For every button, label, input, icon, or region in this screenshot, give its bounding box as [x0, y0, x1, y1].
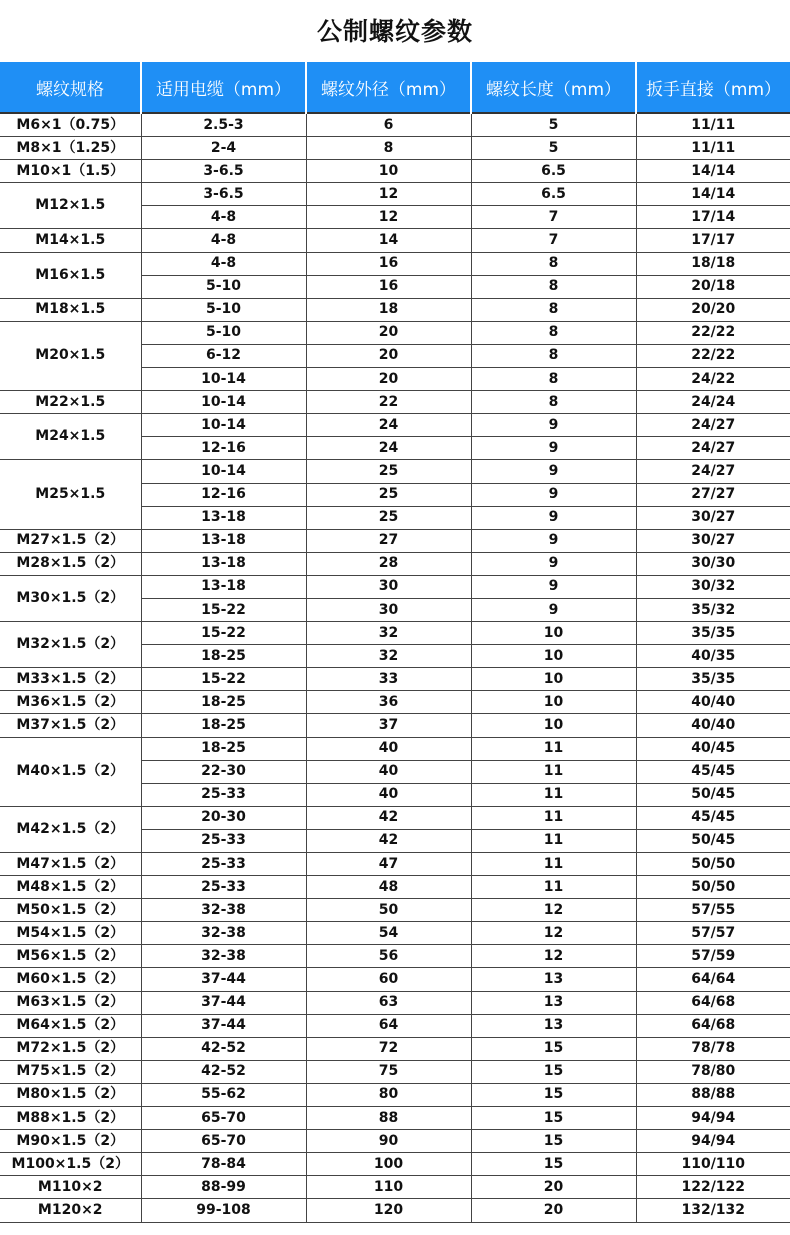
cable-range-cell: 32-38	[141, 945, 306, 968]
table-row	[0, 529, 790, 552]
thread-spec-cell: M16×1.5	[0, 252, 141, 298]
thread-length-cell: 10	[471, 668, 636, 691]
thread-diameter-cell: 12	[306, 183, 471, 206]
thread-length-cell: 11	[471, 829, 636, 852]
table-row	[0, 853, 790, 876]
wrench-size-cell: 110/110	[636, 1153, 790, 1176]
cable-range-cell: 12-16	[141, 483, 306, 506]
cable-range-cell: 32-38	[141, 922, 306, 945]
cable-range-cell: 25-33	[141, 876, 306, 899]
table-row	[0, 1014, 790, 1037]
cable-range-cell: 32-38	[141, 899, 306, 922]
thread-diameter-cell: 100	[306, 1153, 471, 1176]
thread-length-cell: 10	[471, 622, 636, 645]
thread-spec-cell: M37×1.5（2）	[0, 714, 141, 737]
wrench-size-cell: 24/27	[636, 414, 790, 437]
wrench-size-cell: 20/20	[636, 298, 790, 321]
thread-spec-cell: M36×1.5（2）	[0, 691, 141, 714]
thread-diameter-cell: 10	[306, 160, 471, 183]
cable-range-cell: 13-18	[141, 575, 306, 598]
thread-diameter-cell: 60	[306, 968, 471, 991]
thread-length-cell: 12	[471, 945, 636, 968]
thread-spec-cell: M12×1.5	[0, 183, 141, 229]
wrench-size-cell: 57/55	[636, 899, 790, 922]
thread-length-cell: 13	[471, 968, 636, 991]
wrench-size-cell: 94/94	[636, 1107, 790, 1130]
cable-range-cell: 22-30	[141, 760, 306, 783]
thread-spec-cell: M48×1.5（2）	[0, 876, 141, 899]
wrench-size-cell: 30/27	[636, 506, 790, 529]
table-row	[0, 945, 790, 968]
thread-diameter-cell: 24	[306, 437, 471, 460]
thread-length-cell: 8	[471, 252, 636, 275]
wrench-size-cell: 30/27	[636, 529, 790, 552]
thread-spec-cell: M100×1.5（2）	[0, 1153, 141, 1176]
thread-spec-cell: M28×1.5（2）	[0, 552, 141, 575]
wrench-size-cell: 24/24	[636, 391, 790, 414]
cable-range-cell: 4-8	[141, 206, 306, 229]
cable-range-cell: 37-44	[141, 968, 306, 991]
thread-diameter-cell: 32	[306, 645, 471, 668]
thread-diameter-cell: 16	[306, 252, 471, 275]
thread-diameter-cell: 30	[306, 575, 471, 598]
table-row	[0, 252, 790, 275]
thread-length-cell: 6.5	[471, 160, 636, 183]
thread-diameter-cell: 40	[306, 760, 471, 783]
thread-spec-cell: M24×1.5	[0, 414, 141, 460]
thread-spec-cell: M60×1.5（2）	[0, 968, 141, 991]
thread-length-cell: 11	[471, 806, 636, 829]
thread-length-cell: 5	[471, 137, 636, 160]
thread-spec-cell: M10×1（1.5）	[0, 160, 141, 183]
thread-length-cell: 20	[471, 1199, 636, 1222]
thread-length-cell: 9	[471, 598, 636, 621]
thread-diameter-cell: 88	[306, 1107, 471, 1130]
thread-diameter-cell: 30	[306, 598, 471, 621]
cable-range-cell: 99-108	[141, 1199, 306, 1222]
cable-range-cell: 65-70	[141, 1107, 306, 1130]
thread-length-cell: 10	[471, 691, 636, 714]
thread-diameter-cell: 90	[306, 1130, 471, 1153]
thread-spec-cell: M54×1.5（2）	[0, 922, 141, 945]
thread-diameter-cell: 14	[306, 229, 471, 252]
wrench-size-cell: 40/45	[636, 737, 790, 760]
thread-spec-cell: M22×1.5	[0, 391, 141, 414]
thread-length-cell: 9	[471, 575, 636, 598]
thread-spec-cell: M25×1.5	[0, 460, 141, 529]
cable-range-cell: 5-10	[141, 298, 306, 321]
thread-spec-cell: M50×1.5（2）	[0, 899, 141, 922]
thread-spec-cell: M40×1.5（2）	[0, 737, 141, 806]
wrench-size-cell: 50/45	[636, 829, 790, 852]
page-title: 公制螺纹参数	[316, 17, 473, 46]
table-row	[0, 1199, 790, 1222]
thread-diameter-cell: 110	[306, 1176, 471, 1199]
wrench-size-cell: 30/30	[636, 552, 790, 575]
cable-range-cell: 37-44	[141, 1014, 306, 1037]
table-row	[0, 691, 790, 714]
thread-diameter-cell: 42	[306, 829, 471, 852]
thread-spec-cell: M120×2	[0, 1199, 141, 1222]
thread-diameter-cell: 48	[306, 876, 471, 899]
thread-length-cell: 10	[471, 645, 636, 668]
thread-length-cell: 8	[471, 275, 636, 298]
wrench-size-cell: 20/18	[636, 275, 790, 298]
thread-spec-cell: M14×1.5	[0, 229, 141, 252]
header-thread-spec: 螺纹规格	[0, 62, 141, 113]
table-row	[0, 321, 790, 344]
cable-range-cell: 78-84	[141, 1153, 306, 1176]
header-cable-range: 适用电缆（mm）	[141, 62, 306, 113]
thread-diameter-cell: 8	[306, 137, 471, 160]
thread-diameter-cell: 50	[306, 899, 471, 922]
wrench-size-cell: 64/68	[636, 1014, 790, 1037]
thread-diameter-cell: 54	[306, 922, 471, 945]
table-row	[0, 1107, 790, 1130]
thread-length-cell: 9	[471, 483, 636, 506]
table-row	[0, 1060, 790, 1083]
cable-range-cell: 13-18	[141, 552, 306, 575]
thread-diameter-cell: 18	[306, 298, 471, 321]
thread-length-cell: 15	[471, 1060, 636, 1083]
thread-length-cell: 11	[471, 737, 636, 760]
thread-diameter-cell: 24	[306, 414, 471, 437]
thread-length-cell: 9	[471, 506, 636, 529]
thread-length-cell: 7	[471, 229, 636, 252]
cable-range-cell: 18-25	[141, 714, 306, 737]
thread-length-cell: 15	[471, 1037, 636, 1060]
cable-range-cell: 65-70	[141, 1130, 306, 1153]
thread-length-cell: 11	[471, 783, 636, 806]
thread-diameter-cell: 16	[306, 275, 471, 298]
cable-range-cell: 4-8	[141, 252, 306, 275]
thread-length-cell: 15	[471, 1107, 636, 1130]
table-row	[0, 183, 790, 206]
wrench-size-cell: 11/11	[636, 113, 790, 137]
thread-diameter-cell: 42	[306, 806, 471, 829]
thread-length-cell: 9	[471, 552, 636, 575]
wrench-size-cell: 17/14	[636, 206, 790, 229]
cable-range-cell: 18-25	[141, 691, 306, 714]
thread-length-cell: 20	[471, 1176, 636, 1199]
wrench-size-cell: 122/122	[636, 1176, 790, 1199]
thread-spec-cell: M90×1.5（2）	[0, 1130, 141, 1153]
thread-spec-cell: M6×1（0.75）	[0, 113, 141, 137]
thread-spec-cell: M56×1.5（2）	[0, 945, 141, 968]
wrench-size-cell: 132/132	[636, 1199, 790, 1222]
wrench-size-cell: 24/22	[636, 368, 790, 391]
thread-length-cell: 8	[471, 368, 636, 391]
wrench-size-cell: 24/27	[636, 437, 790, 460]
table-body	[0, 113, 790, 1222]
table-row	[0, 137, 790, 160]
thread-length-cell: 9	[471, 437, 636, 460]
table-row	[0, 622, 790, 645]
wrench-size-cell: 40/35	[636, 645, 790, 668]
thread-length-cell: 5	[471, 113, 636, 137]
cable-range-cell: 37-44	[141, 991, 306, 1014]
table-row	[0, 1176, 790, 1199]
wrench-size-cell: 14/14	[636, 160, 790, 183]
header-wrench-size: 扳手直接（mm）	[636, 62, 790, 113]
wrench-size-cell: 40/40	[636, 714, 790, 737]
table-row	[0, 160, 790, 183]
thread-diameter-cell: 40	[306, 737, 471, 760]
cable-range-cell: 18-25	[141, 737, 306, 760]
cable-range-cell: 15-22	[141, 622, 306, 645]
cable-range-cell: 5-10	[141, 275, 306, 298]
thread-length-cell: 12	[471, 922, 636, 945]
thread-diameter-cell: 64	[306, 1014, 471, 1037]
cable-range-cell: 5-10	[141, 321, 306, 344]
wrench-size-cell: 14/14	[636, 183, 790, 206]
thread-length-cell: 10	[471, 714, 636, 737]
thread-diameter-cell: 20	[306, 344, 471, 367]
cable-range-cell: 15-22	[141, 598, 306, 621]
thread-length-cell: 9	[471, 460, 636, 483]
thread-diameter-cell: 20	[306, 321, 471, 344]
table-row	[0, 1153, 790, 1176]
wrench-size-cell: 24/27	[636, 460, 790, 483]
wrench-size-cell: 30/32	[636, 575, 790, 598]
thread-diameter-cell: 28	[306, 552, 471, 575]
wrench-size-cell: 22/22	[636, 321, 790, 344]
cable-range-cell: 12-16	[141, 437, 306, 460]
cable-range-cell: 88-99	[141, 1176, 306, 1199]
wrench-size-cell: 64/64	[636, 968, 790, 991]
cable-range-cell: 3-6.5	[141, 160, 306, 183]
cable-range-cell: 25-33	[141, 783, 306, 806]
table-row	[0, 968, 790, 991]
thread-spec-cell: M47×1.5（2）	[0, 853, 141, 876]
thread-diameter-cell: 72	[306, 1037, 471, 1060]
cable-range-cell: 42-52	[141, 1037, 306, 1060]
thread-spec-table	[0, 62, 790, 1223]
cable-range-cell: 13-18	[141, 529, 306, 552]
cable-range-cell: 4-8	[141, 229, 306, 252]
thread-spec-cell: M27×1.5（2）	[0, 529, 141, 552]
thread-spec-cell: M110×2	[0, 1176, 141, 1199]
table-row	[0, 714, 790, 737]
table-row	[0, 1037, 790, 1060]
thread-length-cell: 13	[471, 991, 636, 1014]
thread-diameter-cell: 120	[306, 1199, 471, 1222]
thread-diameter-cell: 47	[306, 853, 471, 876]
wrench-size-cell: 17/17	[636, 229, 790, 252]
thread-diameter-cell: 25	[306, 506, 471, 529]
table-row	[0, 391, 790, 414]
thread-length-cell: 9	[471, 529, 636, 552]
thread-length-cell: 11	[471, 853, 636, 876]
wrench-size-cell: 35/35	[636, 622, 790, 645]
thread-length-cell: 11	[471, 876, 636, 899]
thread-diameter-cell: 36	[306, 691, 471, 714]
cable-range-cell: 25-33	[141, 853, 306, 876]
table-row	[0, 414, 790, 437]
cable-range-cell: 15-22	[141, 668, 306, 691]
thread-diameter-cell: 12	[306, 206, 471, 229]
wrench-size-cell: 88/88	[636, 1083, 790, 1106]
wrench-size-cell: 27/27	[636, 483, 790, 506]
wrench-size-cell: 57/59	[636, 945, 790, 968]
table-row	[0, 668, 790, 691]
cable-range-cell: 13-18	[141, 506, 306, 529]
wrench-size-cell: 22/22	[636, 344, 790, 367]
wrench-size-cell: 57/57	[636, 922, 790, 945]
thread-diameter-cell: 25	[306, 483, 471, 506]
thread-diameter-cell: 63	[306, 991, 471, 1014]
header-thread-length: 螺纹长度（mm）	[471, 62, 636, 113]
thread-length-cell: 6.5	[471, 183, 636, 206]
thread-length-cell: 15	[471, 1130, 636, 1153]
cable-range-cell: 10-14	[141, 391, 306, 414]
thread-length-cell: 8	[471, 321, 636, 344]
thread-spec-cell: M20×1.5	[0, 321, 141, 390]
thread-diameter-cell: 80	[306, 1083, 471, 1106]
wrench-size-cell: 11/11	[636, 137, 790, 160]
thread-spec-cell: M30×1.5（2）	[0, 575, 141, 621]
thread-length-cell: 7	[471, 206, 636, 229]
table-row	[0, 991, 790, 1014]
table-row	[0, 575, 790, 598]
thread-diameter-cell: 22	[306, 391, 471, 414]
cable-range-cell: 2.5-3	[141, 113, 306, 137]
wrench-size-cell: 40/40	[636, 691, 790, 714]
table-row	[0, 113, 790, 137]
thread-length-cell: 15	[471, 1083, 636, 1106]
table-row	[0, 460, 790, 483]
cable-range-cell: 3-6.5	[141, 183, 306, 206]
thread-length-cell: 15	[471, 1153, 636, 1176]
thread-length-cell: 8	[471, 344, 636, 367]
thread-spec-cell: M72×1.5（2）	[0, 1037, 141, 1060]
thread-diameter-cell: 40	[306, 783, 471, 806]
wrench-size-cell: 45/45	[636, 806, 790, 829]
table-row	[0, 552, 790, 575]
thread-spec-cell: M80×1.5（2）	[0, 1083, 141, 1106]
wrench-size-cell: 78/80	[636, 1060, 790, 1083]
wrench-size-cell: 35/35	[636, 668, 790, 691]
wrench-size-cell: 45/45	[636, 760, 790, 783]
thread-spec-cell: M42×1.5（2）	[0, 806, 141, 852]
thread-diameter-cell: 25	[306, 460, 471, 483]
cable-range-cell: 2-4	[141, 137, 306, 160]
thread-diameter-cell: 37	[306, 714, 471, 737]
wrench-size-cell: 78/78	[636, 1037, 790, 1060]
thread-spec-cell: M32×1.5（2）	[0, 622, 141, 668]
cable-range-cell: 25-33	[141, 829, 306, 852]
cable-range-cell: 10-14	[141, 414, 306, 437]
cable-range-cell: 18-25	[141, 645, 306, 668]
wrench-size-cell: 94/94	[636, 1130, 790, 1153]
thread-spec-cell: M88×1.5（2）	[0, 1107, 141, 1130]
table-row	[0, 229, 790, 252]
thread-diameter-cell: 33	[306, 668, 471, 691]
wrench-size-cell: 64/68	[636, 991, 790, 1014]
thread-length-cell: 8	[471, 391, 636, 414]
thread-diameter-cell: 27	[306, 529, 471, 552]
table-row	[0, 298, 790, 321]
thread-spec-cell: M18×1.5	[0, 298, 141, 321]
thread-spec-cell: M63×1.5（2）	[0, 991, 141, 1014]
thread-spec-cell: M33×1.5（2）	[0, 668, 141, 691]
wrench-size-cell: 35/32	[636, 598, 790, 621]
table-row	[0, 876, 790, 899]
wrench-size-cell: 50/50	[636, 876, 790, 899]
wrench-size-cell: 50/45	[636, 783, 790, 806]
table-row	[0, 922, 790, 945]
thread-diameter-cell: 20	[306, 368, 471, 391]
cable-range-cell: 55-62	[141, 1083, 306, 1106]
thread-diameter-cell: 32	[306, 622, 471, 645]
thread-length-cell: 13	[471, 1014, 636, 1037]
thread-spec-cell: M64×1.5（2）	[0, 1014, 141, 1037]
cable-range-cell: 42-52	[141, 1060, 306, 1083]
thread-diameter-cell: 6	[306, 113, 471, 137]
thread-length-cell: 9	[471, 414, 636, 437]
table-row	[0, 737, 790, 760]
wrench-size-cell: 18/18	[636, 252, 790, 275]
cable-range-cell: 10-14	[141, 368, 306, 391]
thread-length-cell: 12	[471, 899, 636, 922]
table-row	[0, 806, 790, 829]
cable-range-cell: 20-30	[141, 806, 306, 829]
cable-range-cell: 10-14	[141, 460, 306, 483]
table-row	[0, 1130, 790, 1153]
table-row	[0, 1083, 790, 1106]
thread-diameter-cell: 75	[306, 1060, 471, 1083]
thread-length-cell: 11	[471, 760, 636, 783]
thread-spec-cell: M75×1.5（2）	[0, 1060, 141, 1083]
header-row	[0, 62, 790, 113]
header-thread-diameter: 螺纹外径（mm）	[306, 62, 471, 113]
thread-diameter-cell: 56	[306, 945, 471, 968]
thread-length-cell: 8	[471, 298, 636, 321]
wrench-size-cell: 50/50	[636, 853, 790, 876]
cable-range-cell: 6-12	[141, 344, 306, 367]
table-row	[0, 899, 790, 922]
thread-spec-cell: M8×1（1.25）	[0, 137, 141, 160]
